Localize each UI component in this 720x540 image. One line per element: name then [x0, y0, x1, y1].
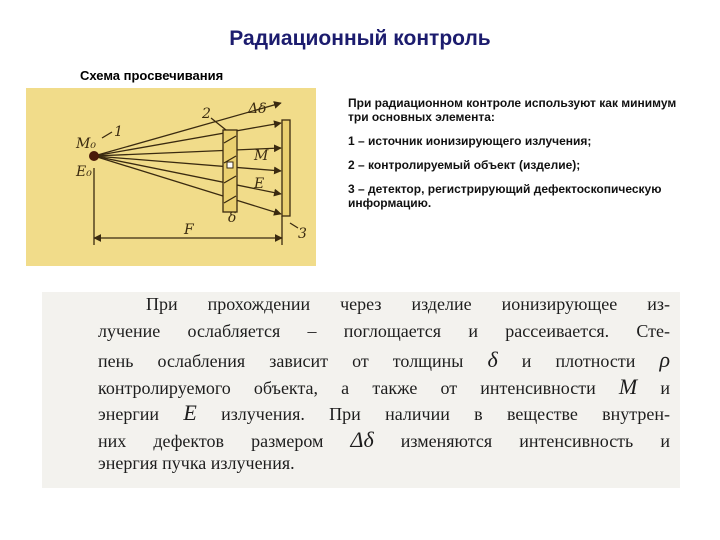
scan-text: энергии	[98, 404, 184, 424]
radiation-source	[89, 151, 99, 161]
scan-line: лучение ослабляется – поглощается и рассеивается. Сте-	[98, 321, 670, 341]
leader-line	[102, 132, 112, 138]
label-source: M₀	[76, 136, 96, 152]
scheme-svg	[26, 88, 316, 266]
symbol-delta: δ	[487, 347, 498, 372]
detector-plate	[282, 120, 290, 216]
scan-line	[98, 374, 670, 400]
description-item: 2 – контролируемый объект (изделие);	[348, 158, 581, 172]
defect-cavity	[227, 162, 233, 168]
label-energy-out: E	[254, 176, 265, 192]
scan-text: них дефектов размером	[98, 431, 351, 451]
label-distance: F	[184, 222, 194, 238]
description-intro: При радиационном контроле используют как минимум три основных элемента:	[348, 96, 677, 124]
scan-text: и плотности	[497, 351, 660, 371]
ray-line	[94, 156, 281, 214]
scan-text: изменяются интенсивность и	[373, 431, 670, 451]
description-item: 1 – источник ионизирующего излучения;	[348, 134, 592, 148]
ray-line	[94, 148, 281, 156]
scan-line	[98, 400, 670, 426]
symbol-M: M	[618, 374, 638, 399]
label-3: 3	[298, 226, 307, 242]
ray-line	[94, 156, 281, 171]
label-energy-in: E₀	[76, 164, 92, 180]
radiography-scheme-diagram	[26, 88, 316, 266]
label-1: 1	[114, 124, 123, 140]
scan-text: излучения. При наличии в веществе внутрен-	[196, 404, 670, 424]
symbol-rho: ρ	[659, 347, 670, 372]
symbol-defect-size: Δδ	[350, 427, 374, 452]
scanned-text-excerpt	[42, 292, 680, 488]
scan-line: При прохождении через изделие ионизирующее из-	[146, 294, 670, 314]
label-intensity: M	[254, 148, 269, 164]
description-item: 3 – детектор, регистрирующий дефектоскопическую информацию.	[348, 182, 662, 210]
label-thickness: δ	[228, 210, 237, 226]
scan-line: энергия пучка излучения.	[98, 453, 295, 473]
scan-line	[98, 427, 670, 453]
leader-line	[290, 223, 298, 228]
ray-line	[94, 156, 281, 194]
scan-text: и	[637, 378, 670, 398]
label-2: 2	[202, 106, 211, 122]
scan-text: пень ослабления зависит от толщины	[98, 351, 488, 371]
elements-description	[348, 96, 678, 220]
scan-text: контролируемого объекта, а также от интенсивности	[98, 378, 619, 398]
scan-line	[98, 347, 670, 373]
symbol-E: E	[183, 400, 197, 425]
label-defect-size: Δδ	[248, 101, 267, 117]
scheme-caption: Схема просвечивания	[80, 68, 224, 83]
page-title: Радиационный контроль	[229, 27, 491, 50]
